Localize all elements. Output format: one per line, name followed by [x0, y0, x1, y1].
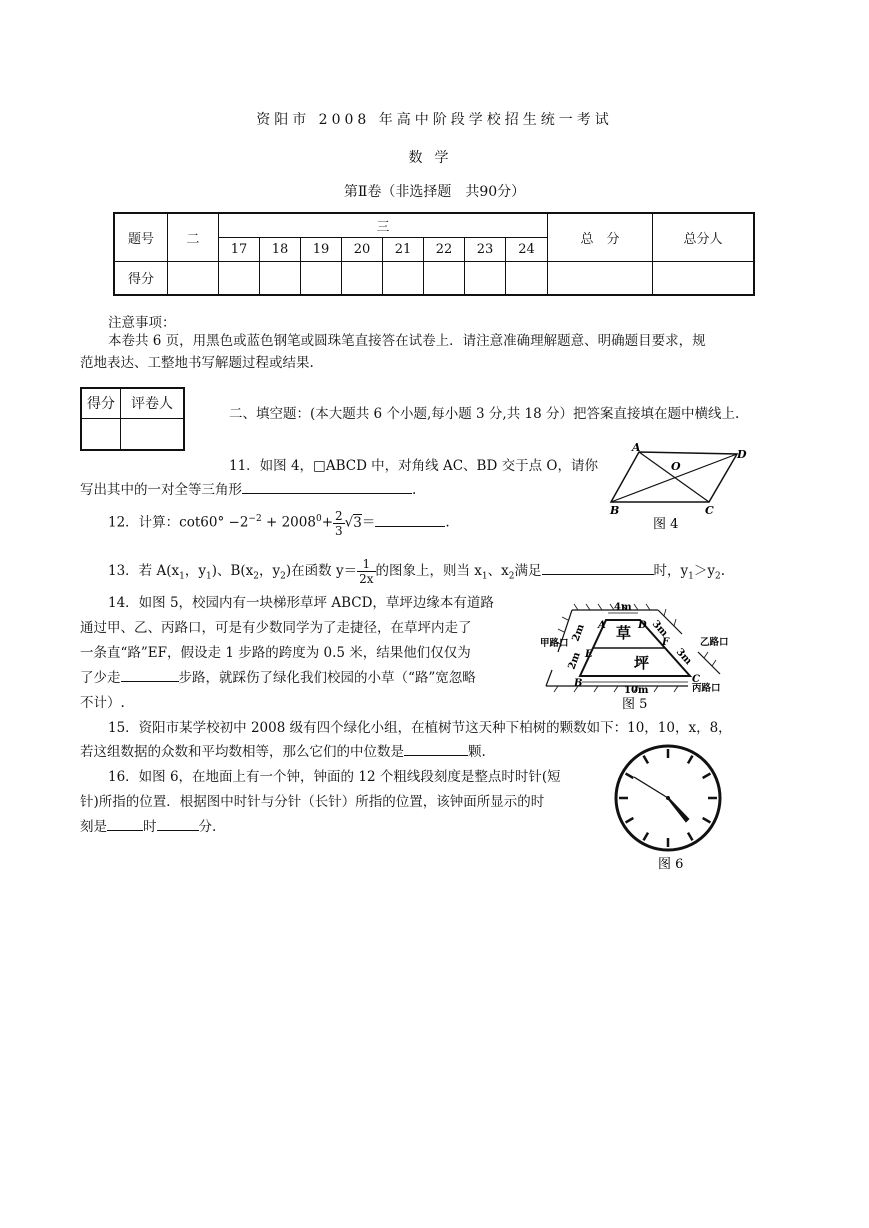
q16-line2: 针)所指的位置．根据图中时针与分针（长针）所指的位置，该钟面所显示的时 — [80, 794, 545, 810]
q15-line2 — [80, 741, 486, 763]
score-cell[interactable] — [424, 261, 465, 295]
grader-person-label: 评卷人 — [121, 388, 185, 418]
q13-text: ＞y — [693, 563, 716, 579]
label-d: D — [638, 620, 647, 631]
q13-text: 13．若 A(x — [108, 563, 180, 579]
q12-end: . — [445, 514, 450, 531]
q12-fraction — [333, 509, 345, 538]
q15-answer-blank[interactable] — [404, 741, 468, 756]
grass-char-2: 坪 — [634, 654, 650, 672]
sub-col: 18 — [260, 237, 301, 261]
notes-line1: 本卷共 6 页，用黑色或蓝色钢笔或圆珠笔直接答在试卷上．请注意准确理解题意、明确题目要求，规 — [108, 333, 706, 349]
sub-col: 22 — [424, 237, 465, 261]
q11-end: . — [412, 482, 417, 498]
q12-answer-blank[interactable] — [375, 512, 445, 527]
notes-heading: 注意事项： — [108, 315, 176, 331]
q13-subscript: 2 — [715, 571, 721, 582]
q13-subscript: 1 — [688, 571, 694, 582]
score-cell[interactable] — [465, 261, 506, 295]
q15-text: 若这组数据的众数和平均数相等，那么它们的中位数是 — [80, 744, 404, 760]
figure-6-clock — [612, 742, 724, 874]
sub-col: 23 — [465, 237, 506, 261]
q16-text: 刻是 — [80, 819, 107, 835]
q12-text: ＝ — [361, 514, 376, 531]
label-e: E — [585, 649, 593, 660]
q13-text: 、x — [487, 563, 509, 579]
dim-bottom-label: 10m — [624, 685, 649, 696]
label-c: C — [705, 504, 714, 517]
label-score: 得分 — [114, 261, 168, 295]
q13-subscript: 2 — [508, 571, 515, 582]
q14-text: 步路，就踩伤了绿化我们校园的小草（“路”宽忽略 — [178, 670, 476, 686]
q12-text: + 2008 — [261, 514, 316, 531]
q13-subscript: 1 — [481, 571, 488, 582]
q13-text: ，y — [259, 563, 281, 579]
fig6-caption: 图 6 — [658, 857, 684, 872]
bing-road-label: 丙路口 — [692, 683, 721, 694]
label-a: A — [598, 620, 606, 631]
score-cell[interactable] — [506, 261, 548, 295]
score-cell[interactable] — [301, 261, 342, 295]
q16-text: 分. — [198, 819, 217, 835]
q11-line1: 11．如图 4，□ABCD 中，对角线 AC、BD 交于点 O，请你 — [229, 458, 598, 474]
q13-subscript: 1 — [179, 571, 185, 582]
q12-exponent: −2 — [248, 514, 262, 524]
notes-line2: 范地表达、工整地书写解题过程或结果. — [80, 355, 314, 371]
grader-table — [80, 387, 185, 451]
q13-end: . — [720, 563, 726, 579]
q15-text: 颗. — [468, 744, 486, 760]
q13-text: ，y — [184, 563, 206, 579]
q15-line1: 15．资阳市某学校初中 2008 级有四个绿化小组，在植树节这天种下柏树的颗数如下：10，10，x，8， — [108, 720, 732, 736]
q13-subscript: 1 — [205, 571, 212, 582]
score-cell[interactable] — [383, 261, 424, 295]
fraction-numerator: 1 — [357, 557, 375, 572]
score-cell[interactable] — [260, 261, 301, 295]
label-number: 题号 — [114, 213, 168, 261]
col-two: 二 — [168, 213, 219, 261]
q12-line — [108, 508, 450, 538]
sqrt-icon: √ — [344, 514, 354, 531]
q16-line1: 16．如图 6，在地面上有一个钟，钟面的 12 个粗线段刻度是整点时时针(短 — [108, 769, 561, 785]
q14-line1: 14．如图 5，校园内有一块梯形草坪 ABCD，草坪边缘本有道路 — [108, 595, 494, 611]
sub-col: 24 — [506, 237, 548, 261]
fraction-numerator: 2 — [335, 508, 343, 523]
exam-title: 资阳市 2008 年高中阶段学校招生统一考试 — [256, 112, 613, 128]
label-a: A — [632, 441, 641, 454]
q14-line4 — [80, 667, 476, 689]
q14-text: 了少走 — [80, 670, 121, 686]
score-cell[interactable] — [653, 261, 755, 295]
figure-5-trapezoid — [538, 590, 738, 712]
col-total: 总 分 — [548, 213, 653, 261]
q11-text: 写出其中的一对全等三角形 — [80, 482, 242, 498]
fig4-caption: 图 4 — [653, 517, 679, 530]
label-f: F — [662, 637, 670, 648]
q13-text: 时，y — [653, 563, 689, 579]
fraction-denominator: 3 — [335, 523, 343, 538]
grader-score-cell[interactable] — [81, 418, 121, 450]
q14-line5: 不计）. — [80, 695, 125, 711]
dim-right-label: 3m — [649, 618, 670, 640]
sub-col: 21 — [383, 237, 424, 261]
jia-road-label: 甲路口 — [540, 638, 569, 649]
q12-radicand: 3 — [353, 514, 362, 531]
q16-minute-blank[interactable] — [157, 816, 199, 831]
sub-col: 19 — [301, 237, 342, 261]
q12-exponent: 0 — [315, 514, 322, 524]
dim-right-label-2: 3m — [673, 646, 694, 668]
grass-char-1: 草 — [616, 624, 632, 642]
fraction-denominator: 2x — [359, 572, 374, 586]
sub-col: 20 — [342, 237, 383, 261]
q13-subscript: 2 — [253, 571, 260, 582]
clock-center — [666, 796, 670, 800]
q13-text: 的图象上，则当 x — [375, 563, 482, 579]
q12-text: + — [321, 514, 334, 531]
road-edge-right-lower — [698, 652, 720, 674]
subject-title: 数学 — [408, 150, 461, 166]
figure-4-parallelogram — [605, 440, 755, 530]
q13-text: )、B(x — [211, 563, 254, 579]
score-table — [113, 212, 755, 296]
q12-text: 12．计算：cot60° −2 — [108, 514, 249, 531]
q14-line2: 通过甲、乙、丙路口，可是有少数同学为了走捷径，在草坪内走了 — [80, 620, 472, 636]
col-total-person: 总分人 — [653, 213, 755, 261]
q13-fraction — [357, 557, 375, 586]
q11-answer-blank[interactable] — [242, 479, 412, 494]
volume-title: 第Ⅱ卷（非选择题 共90分） — [343, 184, 526, 200]
score-cell[interactable] — [342, 261, 383, 295]
q14-answer-blank[interactable] — [121, 667, 179, 682]
label-c: C — [692, 674, 700, 685]
score-cell[interactable] — [548, 261, 653, 295]
q13-line — [108, 557, 725, 588]
sub-col: 17 — [219, 237, 260, 261]
label-d: D — [737, 448, 747, 461]
q13-text: )在函数 y＝ — [285, 563, 358, 579]
q16-text: 时 — [143, 819, 157, 835]
score-cell[interactable] — [168, 261, 219, 295]
label-b: B — [610, 504, 620, 517]
grader-score-label: 得分 — [81, 388, 121, 418]
label-b: B — [574, 678, 583, 689]
dim-left-label-2: 2m — [566, 650, 583, 672]
yi-road-label: 乙路口 — [700, 637, 729, 648]
dim-left-label: 2m — [570, 622, 587, 644]
road-edge-left-lower — [546, 670, 552, 686]
q11-line2 — [80, 479, 416, 501]
fig5-caption: 图 5 — [622, 697, 648, 712]
col-three: 三 — [219, 213, 548, 237]
q13-text: 满足 — [514, 563, 542, 579]
q16-hour-blank[interactable] — [107, 816, 143, 831]
q13-subscript: 2 — [280, 571, 286, 582]
q14-line3: 一条直“路”EF，假设走 1 步路的跨度为 0.5 米，结果他们仅仅为 — [80, 645, 471, 661]
q13-answer-blank[interactable] — [542, 560, 654, 575]
dim-top-label: 4m — [614, 602, 632, 613]
score-cell[interactable] — [219, 261, 260, 295]
label-o: O — [671, 460, 681, 473]
grader-person-cell[interactable] — [121, 418, 185, 450]
q16-line3 — [80, 816, 216, 838]
section2-heading: 二、填空题：(本大题共 6 个小题,每小题 3 分,共 18 分）把答案直接填在题中横线上. — [229, 406, 740, 422]
